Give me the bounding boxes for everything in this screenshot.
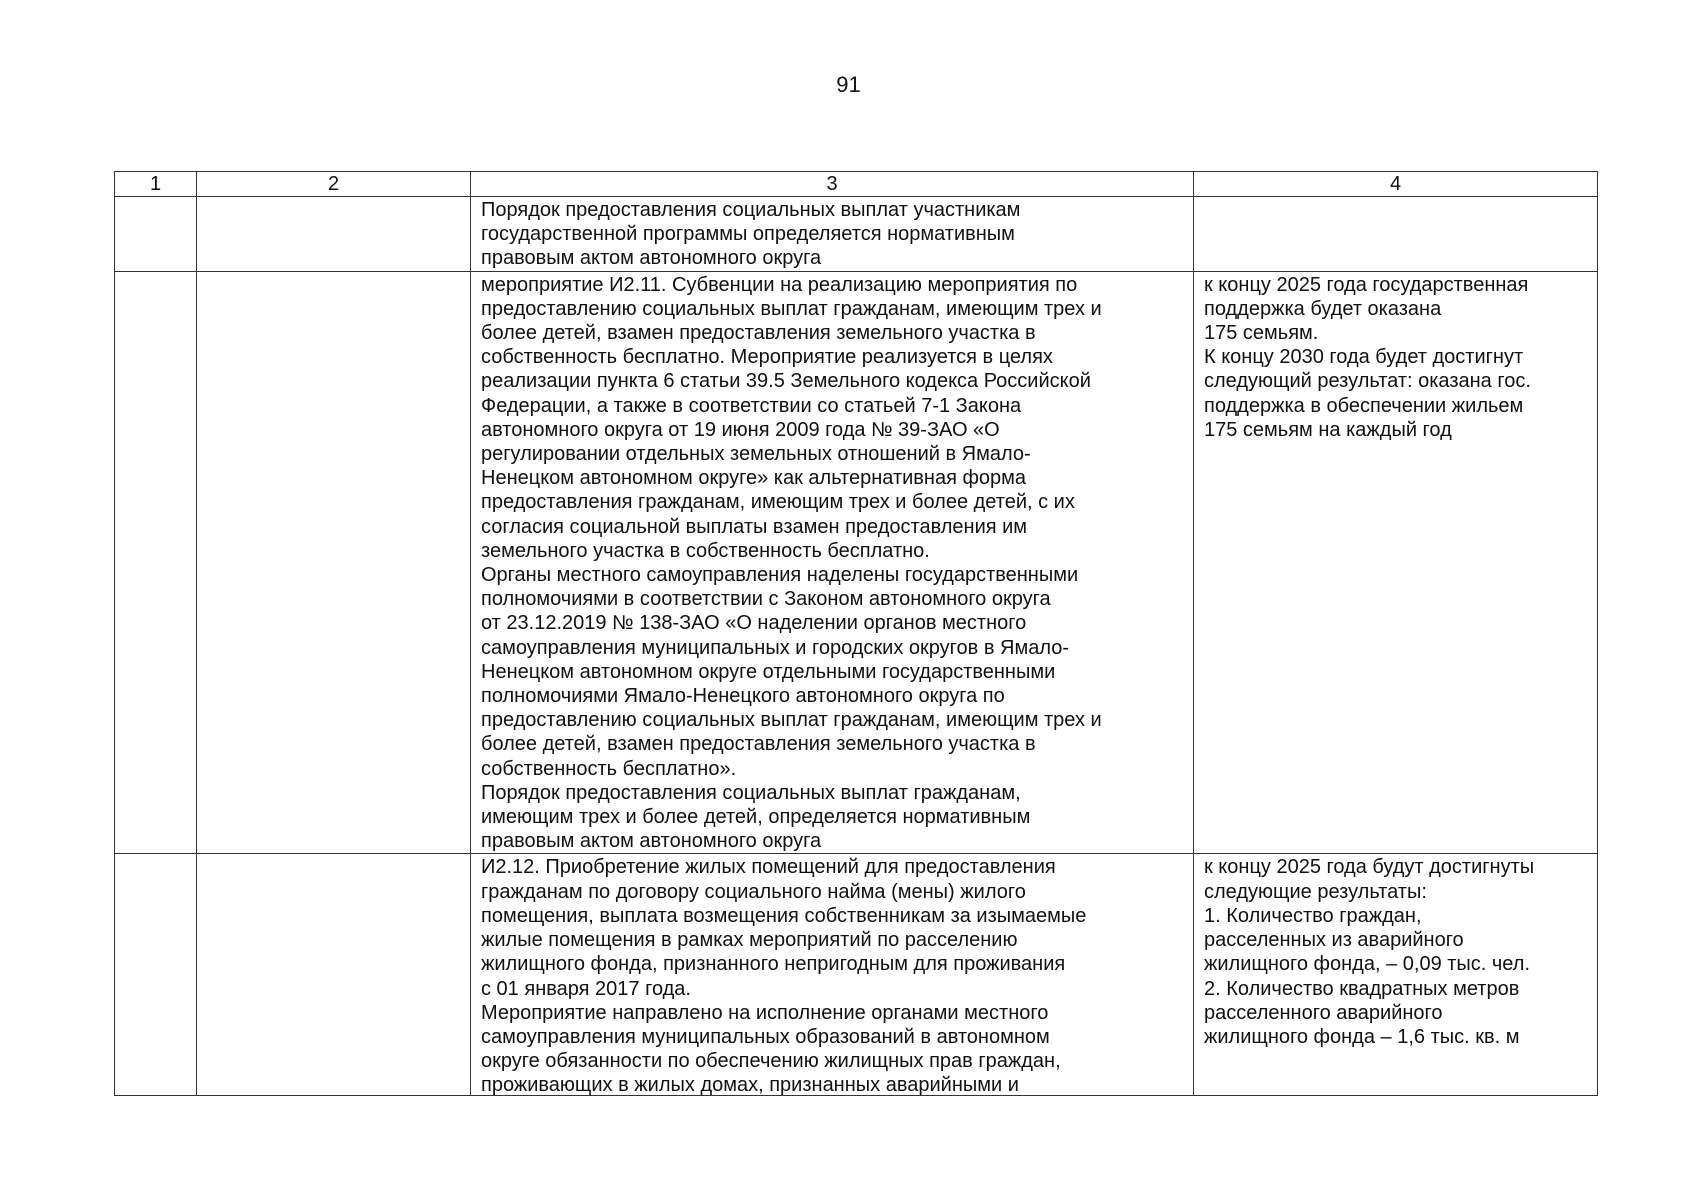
cell-text: Порядок предоставления социальных выплат участникам государственной программы определяется нормативным правовым актом автономного округа [481, 199, 1021, 270]
page-number: 91 [836, 72, 861, 97]
table-cell-col3 [471, 271, 1194, 854]
cell-text: мероприятие И2.11. Субвенции на реализацию мероприятия по предоставлению социальных выплат гражданам, имеющим трех и более детей, взамен предоставления земельного участка в собственность бесплатно. Мероприятие реализуется в целях реализации пункта 6 статьи 39.5 Земельного кодекса Российской Федерации, а также в соответствии со статьей 7-1 Закона автономного округа от 19 июня 2009 года № 39-ЗАО «О регулировании отдельных земельных отношений в Ямало- Ненецком автономном округе» как альтернативная форма предоставления гражданам, имеющим трех и более детей, с их согласия социальной выплаты взамен предоставления им земельного участка в собственность бесплатно. Органы местного самоуправления наделены государственными полномочиями в соответствии с Законом автономного округа от 23.12.2019 № 138-ЗАО «О наделении органов местного самоуправления муниципальных и городских округов в Ямало- Ненецком автономном округе отдельными государственными полномочиями Ямало-Ненецкого автономного округа по предоставлению социальных выплат гражданам, имеющим трех и более детей, взамен предоставления земельного участка в собственность бесплатно». Порядок предоставления социальных выплат гражданам, имеющим трех и более детей, определяется нормативным правовым актом автономного округа [481, 273, 1102, 853]
table-row [115, 197, 1598, 272]
table-cell-col3 [471, 854, 1194, 1096]
column-header-3: 3 [471, 172, 1194, 197]
table-cell-col4 [1194, 854, 1598, 1096]
column-header-1: 1 [115, 172, 197, 197]
table-cell-col2 [197, 854, 471, 1096]
table-cell-col1 [115, 854, 197, 1096]
table-cell-col2 [197, 271, 471, 854]
cell-text: к концу 2025 года государственная поддержка будет оказана 175 семьям. К концу 2030 года будет достигнут следующий результат: оказана гос. поддержка в обеспечении жильем 175 семьям на каждый год [1204, 273, 1531, 441]
table-cell-col1 [115, 197, 197, 272]
table-cell-col3 [471, 197, 1194, 272]
table-cell-col4 [1194, 197, 1598, 272]
table-cell-col4 [1194, 271, 1598, 854]
table-cell-col2 [197, 197, 471, 272]
table-header-row [115, 172, 1598, 197]
table-row [115, 854, 1598, 1096]
cell-text: к концу 2025 года будут достигнуты следующие результаты: 1. Количество граждан, расселенных из аварийного жилищного фонда, – 0,09 тыс. чел. 2. Количество квадратных метров расселенного аварийного жилищного фонда – 1,6 тыс. кв. м [1204, 856, 1535, 1048]
table-row [115, 271, 1598, 854]
column-header-2: 2 [197, 172, 471, 197]
cell-text: И2.12. Приобретение жилых помещений для предоставления гражданам по договору социального найма (мены) жилого помещения, выплата возмещения собственникам за изымаемые жилые помещения в рамках мероприятий по расселению жилищного фонда, признанного непригодным для проживания с 01 января 2017 года. Мероприятие направлено на исполнение органами местного самоуправления муниципальных образований в автономном округе обязанности по обеспечению жилищных прав граждан, проживающих в жилых домах, признанных аварийными и [481, 856, 1087, 1096]
table-cell-col1 [115, 271, 197, 854]
column-header-4: 4 [1194, 172, 1598, 197]
document-table [114, 171, 1598, 1096]
